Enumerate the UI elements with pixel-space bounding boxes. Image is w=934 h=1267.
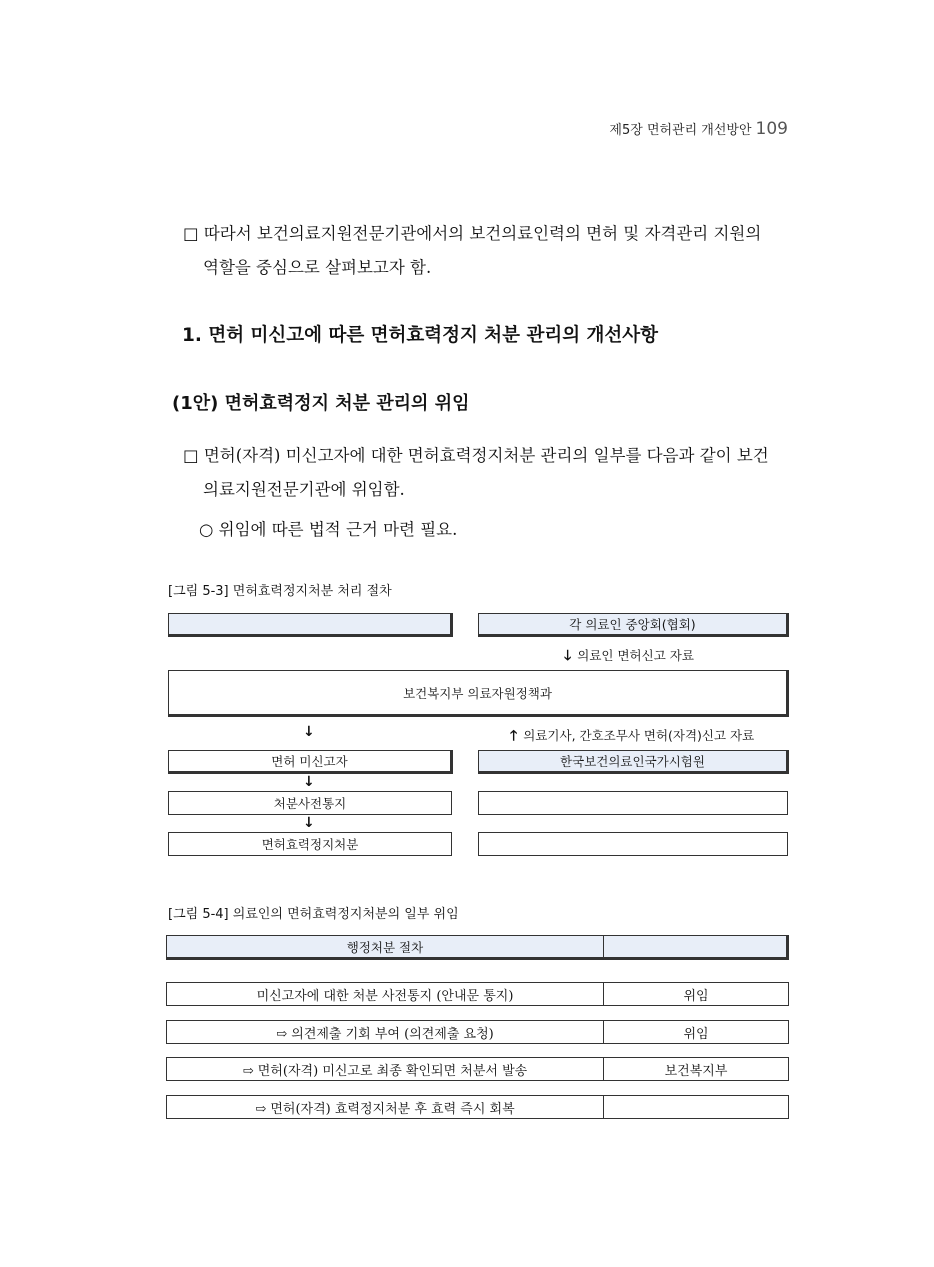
paragraph-2-line-2: 의료지원전문기관에 위임함.: [203, 480, 405, 499]
paragraph-1-line-2: 역할을 중심으로 살펴보고자 함.: [203, 258, 432, 277]
paragraph-1-line-1: □ 따라서 보건의료지원전문기관에서의 보건의료인력의 면허 및 자격관리 지원의: [183, 224, 762, 243]
table-cell-step: ⇨ 의견제출 기회 부여 (의견제출 요청): [167, 1021, 604, 1043]
figure-1-kuksiwon-box: 한국보건의료인국가시험원: [478, 750, 789, 774]
table-cell-actor: 위임: [683, 1026, 709, 1042]
figure-1-step-suspension: 면허효력정지처분: [168, 832, 452, 856]
figure-1-empty-box-1: [478, 791, 788, 815]
figure-1-step-unreported: 면허 미신고자: [168, 750, 453, 774]
figure-1-empty-box-2: [478, 832, 788, 856]
note-1-text: 의료인 면허신고 자료: [577, 648, 694, 663]
subsection-heading: (1안) 면허효력정지 처분 관리의 위임: [172, 393, 470, 414]
figure-2-table: [166, 935, 789, 1125]
table-cell-step: ⇨ 면허(자격) 효력정지처분 후 효력 즉시 회복: [167, 1096, 604, 1118]
figure-1-caption: [그림 5-3] 면허효력정지처분 처리 절차: [168, 584, 392, 599]
table-header-actor: [604, 936, 786, 957]
arrow-down-icon: 🡓: [564, 648, 572, 664]
table-header-row: [166, 935, 789, 960]
arrow-down-icon: ↓: [303, 724, 315, 740]
table-row: [166, 1020, 789, 1044]
table-row: [166, 1057, 789, 1081]
figure-1-association-box: 각 의료인 중앙회(협회): [478, 613, 789, 637]
arrow-up-icon: 🡑: [510, 728, 518, 744]
table-header-procedure: 행정처분 절차: [167, 936, 604, 957]
note-2-text: 의료기사, 간호조무사 면허(자격)신고 자료: [523, 728, 755, 743]
figure-1-ministry-box: 보건복지부 의료자원정책과: [168, 670, 789, 717]
arrow-down-icon: ↓: [303, 774, 315, 790]
table-cell-actor: 위임: [683, 988, 709, 1004]
figure-1-step-prior-notice: 처분사전통지: [168, 791, 452, 815]
table-cell-actor: 보건복지부: [664, 1063, 728, 1079]
table-cell-step: ⇨ 면허(자격) 미신고로 최종 확인되면 처분서 발송: [167, 1058, 604, 1080]
table-row: [166, 982, 789, 1006]
figure-1-note-1: [564, 645, 694, 669]
paragraph-2-line-1: □ 면허(자격) 미신고자에 대한 면허효력정지처분 관리의 일부를 다음과 같이 보건: [183, 446, 769, 465]
figure-2-caption: [그림 5-4] 의료인의 면허효력정지처분의 일부 위임: [168, 907, 459, 922]
table-cell-step: 미신고자에 대한 처분 사전통지 (안내문 통지): [167, 983, 604, 1005]
arrow-down-icon: ↓: [303, 815, 315, 831]
chapter-title: 제5장 면허관리 개선방안: [609, 123, 752, 138]
table-row: [166, 1095, 789, 1119]
paragraph-3: ○ 위임에 따른 법적 근거 마련 필요.: [199, 520, 458, 539]
page-number: 109: [755, 119, 788, 139]
running-header: [609, 119, 788, 139]
section-heading: 1. 면허 미신고에 따른 면허효력정지 처분 관리의 개선사항: [182, 325, 659, 346]
figure-1-note-2: [510, 725, 754, 749]
table-cell-actor: [604, 1096, 788, 1118]
figure-1-top-left-box: [168, 613, 453, 637]
